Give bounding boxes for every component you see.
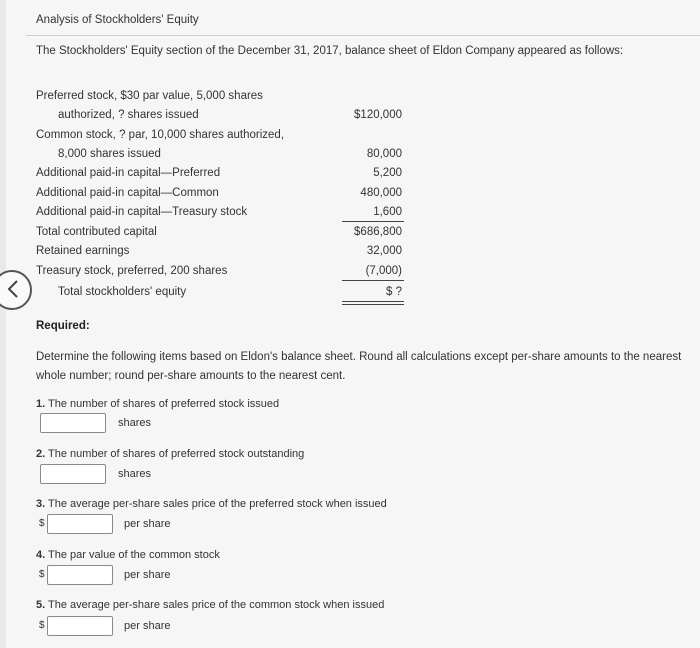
- answer-unit-3: per share: [124, 518, 171, 530]
- question-5: [36, 599, 384, 611]
- question-1: [36, 398, 279, 410]
- apic-treasury-label: Additional paid-in capital—Treasury stock: [36, 206, 248, 218]
- retained-earnings-value: 32,000: [366, 245, 402, 257]
- total-double-underline-bottom: [342, 304, 404, 305]
- question-2: [36, 448, 304, 460]
- answer-unit-2: shares: [118, 468, 152, 480]
- question-number: 2.: [36, 448, 46, 460]
- treasury-stock-value: (7,000): [365, 265, 402, 277]
- answer-input-3[interactable]: [47, 514, 113, 534]
- question-number: 1.: [36, 398, 46, 410]
- apic-common-label: Additional paid-in capital—Common: [36, 187, 219, 199]
- dollar-prefix-4: $: [39, 569, 45, 580]
- answer-unit-5: per share: [124, 620, 171, 632]
- answer-input-2[interactable]: [40, 464, 106, 484]
- common-value: 80,000: [366, 148, 402, 160]
- required-heading: Required:: [36, 320, 90, 332]
- total-equity-value: $ ?: [386, 286, 402, 298]
- dollar-prefix-3: $: [39, 518, 45, 529]
- preferred-label-line1: Preferred stock, $30 par value, 5,000 shares: [36, 90, 263, 102]
- answer-unit-1: shares: [118, 417, 152, 429]
- dollar-prefix-5: $: [39, 620, 45, 631]
- question-number: 4.: [36, 549, 46, 561]
- page-title: Analysis of Stockholders' Equity: [36, 14, 199, 26]
- answer-input-1[interactable]: [40, 413, 106, 433]
- total-double-underline-top: [342, 301, 404, 302]
- answer-input-4[interactable]: [47, 565, 113, 585]
- total-equity-label: Total stockholders' equity: [58, 286, 187, 298]
- question-page: [6, 0, 700, 648]
- question-number: 5.: [36, 599, 46, 611]
- preferred-value: $120,000: [354, 109, 402, 121]
- question-text: The average per-share sales price of the preferred stock when issued: [48, 498, 387, 510]
- apic-preferred-label: Additional paid-in capital—Preferred: [36, 167, 221, 179]
- apic-common-value: 480,000: [360, 187, 402, 199]
- question-3: [36, 498, 387, 510]
- treasury-underline: [342, 280, 404, 281]
- preferred-label-line2: authorized, ? shares issued: [58, 109, 199, 121]
- common-label-line2: 8,000 shares issued: [58, 148, 161, 160]
- common-label-line1: Common stock, ? par, 10,000 shares authorized,: [36, 129, 285, 141]
- retained-earnings-label: Retained earnings: [36, 245, 130, 257]
- previous-nav-button[interactable]: [0, 270, 32, 310]
- subtotal-underline: [342, 221, 404, 222]
- treasury-stock-label: Treasury stock, preferred, 200 shares: [36, 265, 228, 277]
- question-text: The number of shares of preferred stock issued: [48, 398, 280, 410]
- instructions-text: Determine the following items based on Eldon's balance sheet. Round all calculations except per-share amounts to the nearest whole number; round per-share amounts to the nearest cent.: [36, 351, 682, 382]
- answer-input-5[interactable]: [47, 616, 113, 636]
- question-text: The average per-share sales price of the common stock when issued: [48, 599, 385, 611]
- apic-treasury-value: 1,600: [373, 206, 402, 218]
- question-number: 3.: [36, 498, 46, 510]
- intro-text: The Stockholders' Equity section of the December 31, 2017, balance sheet of Eldon Company appeared as follows:: [36, 45, 624, 57]
- chevron-left-icon: [8, 280, 18, 298]
- apic-preferred-value: 5,200: [373, 167, 402, 179]
- question-text: The par value of the common stock: [48, 549, 220, 561]
- title-divider: [26, 35, 700, 36]
- total-contributed-label: Total contributed capital: [36, 226, 157, 238]
- question-text: The number of shares of preferred stock outstanding: [48, 448, 305, 460]
- answer-unit-4: per share: [124, 569, 171, 581]
- total-contributed-value: $686,800: [354, 226, 402, 238]
- question-4: [36, 549, 220, 561]
